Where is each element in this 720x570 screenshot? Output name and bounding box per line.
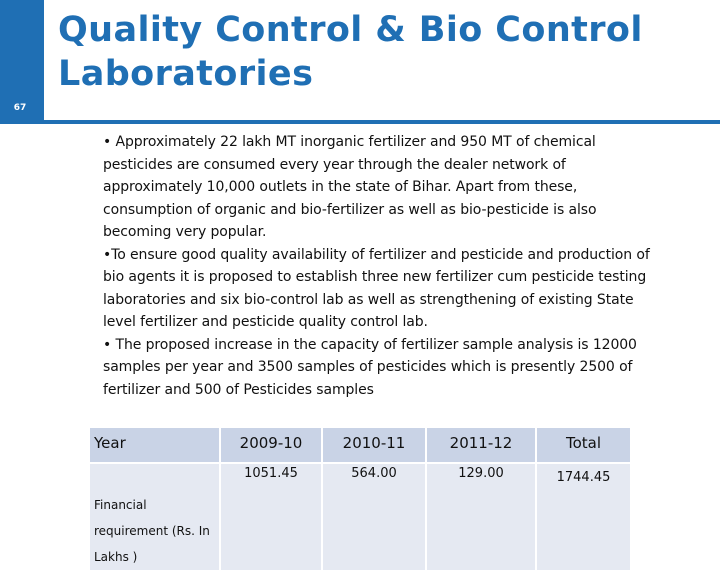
title-divider <box>44 120 720 124</box>
value-2011-12: 129.00 <box>426 463 536 570</box>
value-2010-11: 564.00 <box>322 463 426 570</box>
header-2011-12: 2011-12 <box>426 428 536 463</box>
value-total: 1744.45 <box>536 463 630 570</box>
value-2009-10: 1051.45 <box>220 463 322 570</box>
table-row <box>90 463 630 570</box>
header-total: Total <box>536 428 630 463</box>
slide-title: Quality Control & Bio Control Laboratories <box>58 10 643 94</box>
header-year: Year <box>90 428 220 463</box>
slide-number: 67 <box>13 103 27 113</box>
header-2009-10: 2009-10 <box>220 428 322 463</box>
bullet-item: • The proposed increase in the capacity of fertilizer sample analysis is 12000 samples per year and 3500 samples of pesticides which is presently 2500 of fertilizer and 500 of Pesticides samples <box>103 336 637 398</box>
header-2010-11: 2010-11 <box>322 428 426 463</box>
table-header-row <box>90 428 630 463</box>
bullet-item: •To ensure good quality availability of fertilizer and pesticide and production of bio agents it is proposed to establish three new fertilizer cum pesticide testing laboratories and six bio-control lab as well as strengthening of existing State level fertilizer and pesticide quality control lab. <box>103 246 650 330</box>
financial-table <box>90 428 630 570</box>
bullet-list <box>103 131 663 401</box>
row-label: Financial requirement (Rs. In Lakhs ) <box>90 463 220 570</box>
bullet-item: • Approximately 22 lakh MT inorganic fertilizer and 950 MT of chemical pesticides are consumed every year through the dealer network of approximately 10,000 outlets in the state of Bihar. Apart from these, consumption of organic and bio-fertilizer as well as bio-pesticide is also becoming very popular. <box>103 134 597 240</box>
